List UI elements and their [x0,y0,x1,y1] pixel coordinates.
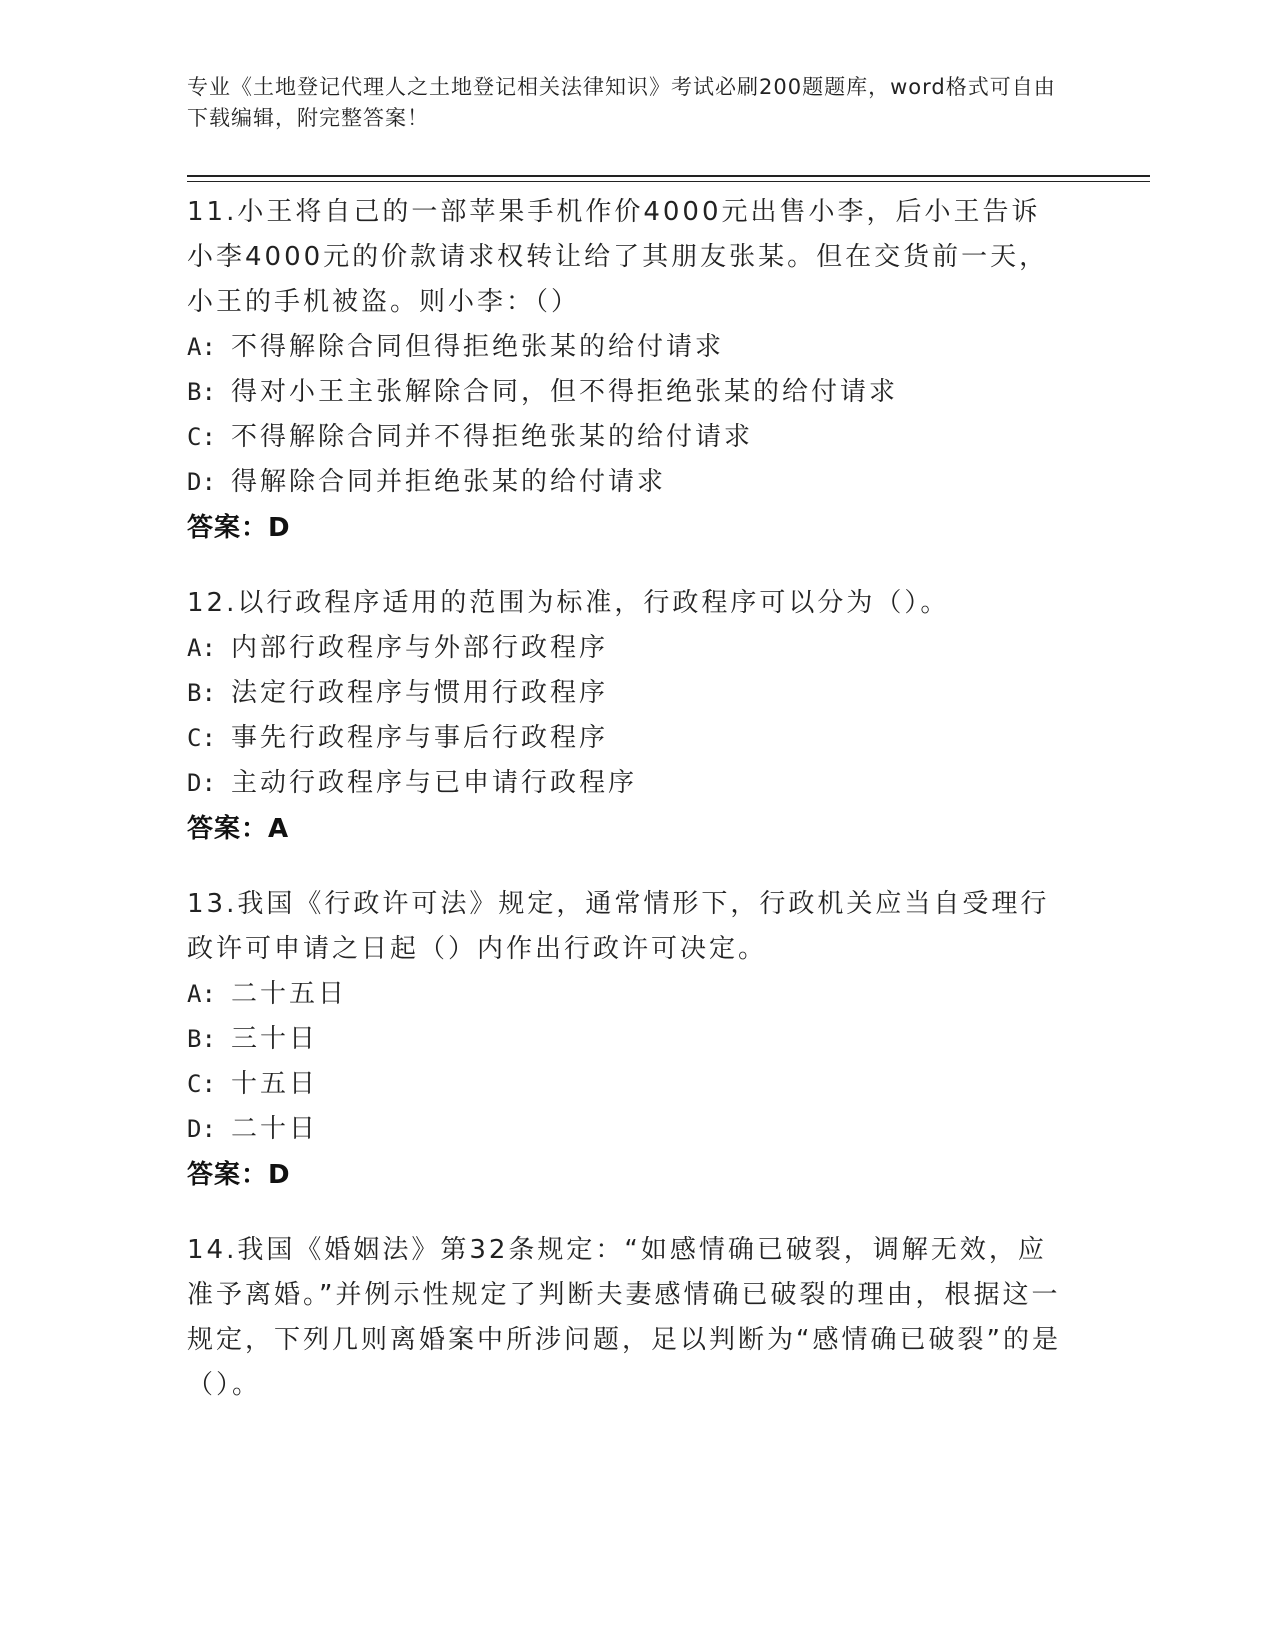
option-b [187,370,1067,415]
option-key: C: [187,724,216,752]
option-text: 得解除合同并拒绝张某的给付请求 [231,467,667,497]
option-key: C: [187,423,216,451]
option-key: D: [187,468,216,496]
question-13 [187,882,1067,1198]
option-d [187,460,1067,505]
option-text: 十五日 [231,1069,319,1099]
option-key: A: [187,634,216,662]
option-text: 得对小王主张解除合同，但不得拒绝张某的给付请求 [231,377,899,407]
option-text: 事先行政程序与事后行政程序 [231,723,609,753]
option-text: 内部行政程序与外部行政程序 [231,633,609,663]
answer-line: 答案：A [187,814,290,844]
option-c [187,716,1067,761]
header-divider-thin [187,181,1150,182]
option-key: B: [187,378,216,406]
option-key: D: [187,1115,216,1143]
header-divider-thick [187,175,1150,177]
option-text: 三十日 [231,1024,319,1054]
option-key: C: [187,1070,216,1098]
option-key: A: [187,980,216,1008]
option-b [187,671,1067,716]
answer-line: 答案：D [187,1160,291,1190]
option-a [187,325,1067,370]
question-12 [187,581,1067,852]
question-11 [187,190,1067,551]
option-key: B: [187,679,216,707]
option-key: A: [187,333,216,361]
question-stem: 11.小王将自己的一部苹果手机作价4000元出售小李，后小王告诉小李4000元的价款请求权转让给了其朋友张某。但在交货前一天，小王的手机被盗。则小李：（） [187,197,1049,317]
option-a [187,972,1067,1017]
option-text: 法定行政程序与惯用行政程序 [231,678,609,708]
question-stem: 14.我国《婚姻法》第32条规定：“如感情确已破裂，调解无效，应准予离婚。”并例示性规定了判断夫妻感情确已破裂的理由，根据这一规定，下列几则离婚案中所涉问题，足以判断为“感情确已破裂”的是（）。 [187,1235,1061,1400]
question-stem: 13.我国《行政许可法》规定，通常情形下，行政机关应当自受理行政许可申请之日起（）内作出行政许可决定。 [187,889,1050,964]
option-c [187,415,1067,460]
option-key: D: [187,769,216,797]
option-a [187,626,1067,671]
option-d [187,761,1067,806]
question-list [187,190,1067,1438]
option-text: 不得解除合同并不得拒绝张某的给付请求 [231,422,754,452]
option-text: 主动行政程序与已申请行政程序 [231,768,638,798]
option-text: 不得解除合同但得拒绝张某的给付请求 [231,332,725,362]
option-c [187,1062,1067,1107]
question-14 [187,1228,1067,1408]
answer-line: 答案：D [187,513,291,543]
option-d [187,1107,1067,1152]
option-key: B: [187,1025,216,1053]
option-b [187,1017,1067,1062]
question-stem: 12.以行政程序适用的范围为标准，行政程序可以分为（）。 [187,588,950,618]
document-header: 专业《土地登记代理人之土地登记相关法律知识》考试必刷200题题库，word格式可自由下载编辑，附完整答案！ [187,75,1056,130]
option-text: 二十日 [231,1114,319,1144]
option-text: 二十五日 [231,979,348,1009]
